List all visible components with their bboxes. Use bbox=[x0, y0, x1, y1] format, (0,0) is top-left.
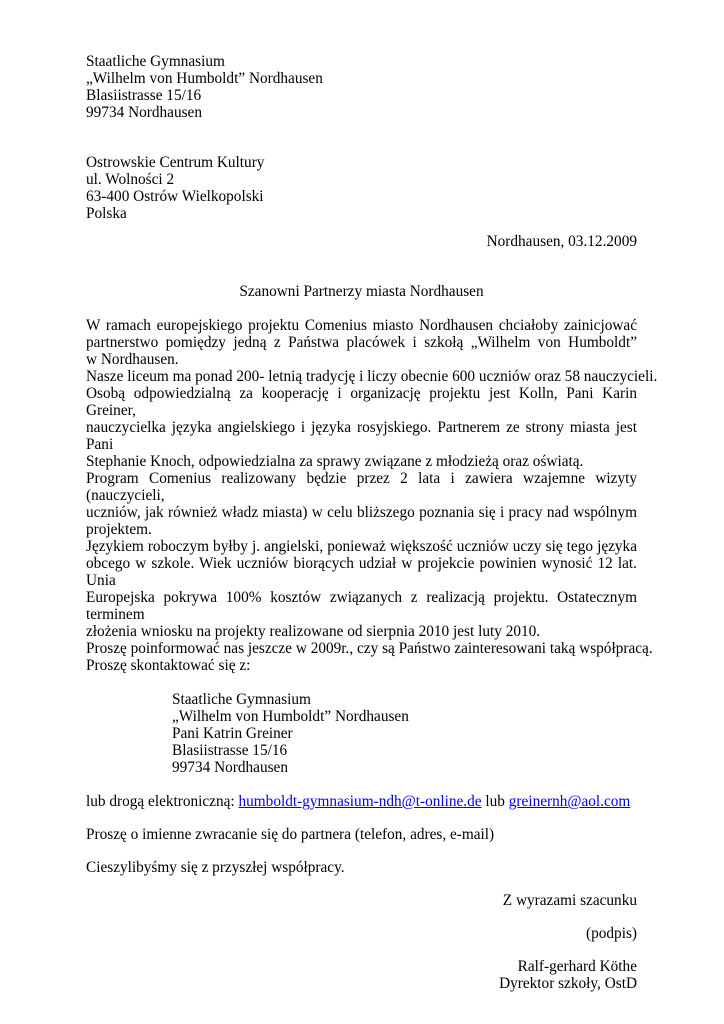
regards-line: Z wyrazami szacunku bbox=[502, 892, 637, 909]
spacer bbox=[86, 222, 637, 233]
body-line: Nasze liceum ma ponad 200- letnią tradycję i liczy obecnie 600 uczniów oraz 58 nauczycieli. bbox=[86, 368, 658, 385]
sender-line: 99734 Nordhausen bbox=[86, 104, 202, 121]
body-line: Proszę poinformować nas jeszcze w 2009r., czy są Państwo zainteresowani taką współpracą. bbox=[86, 640, 653, 657]
spacer bbox=[86, 776, 637, 793]
email-link-greiner[interactable]: greinernh@aol.com bbox=[508, 793, 631, 810]
spacer bbox=[86, 300, 637, 317]
body-line: nauczycielka języka angielskiego i języka rosyjskiego. Partnerem ze strony miasta jest Pani bbox=[86, 419, 637, 453]
sender-address bbox=[86, 53, 637, 121]
contact-line: Blasiistrasse 15/16 bbox=[172, 742, 288, 759]
spacer bbox=[86, 250, 637, 283]
email-line bbox=[86, 793, 637, 810]
body-line: obcego w szkole. Wiek uczniów biorących udział w projekcie powinien wynosić 12 lat. Unia bbox=[86, 555, 637, 589]
signer-title: Dyrektor szkoły, OstD bbox=[499, 975, 637, 992]
spacer bbox=[86, 674, 637, 691]
spacer bbox=[86, 810, 637, 826]
signature-placeholder: (podpis) bbox=[586, 925, 637, 942]
spacer bbox=[86, 909, 637, 925]
email-link-humboldt[interactable]: humboldt-gymnasium-ndh@t-online.de bbox=[238, 793, 482, 810]
body-line: Językiem roboczym byłby j. angielski, ponieważ większość uczniów uczy się tego języka bbox=[86, 538, 637, 555]
contact-line: „Wilhelm von Humboldt” Nordhausen bbox=[172, 708, 409, 725]
body-line: Osobą odpowiedzialną za kooperację i organizację projektu jest Kolln, Pani Karin Greiner, bbox=[86, 385, 637, 419]
recipient-line: Polska bbox=[86, 205, 127, 222]
body-line: W ramach europejskiego projektu Comenius miasto Nordhausen chciałoby zainicjować bbox=[86, 317, 637, 334]
recipient-line: Ostrowskie Centrum Kultury bbox=[86, 154, 265, 171]
sender-line: „Wilhelm von Humboldt” Nordhausen bbox=[86, 70, 323, 87]
contact-address bbox=[86, 691, 637, 776]
spacer bbox=[86, 876, 637, 892]
contact-line: 99734 Nordhausen bbox=[172, 759, 288, 776]
body-line: w Nordhausen. bbox=[86, 351, 179, 368]
request-line: Proszę o imienne zwracanie się do partnera (telefon, adres, e-mail) bbox=[86, 826, 495, 843]
greeting: Szanowni Partnerzy miasta Nordhausen bbox=[239, 283, 484, 300]
body-line: partnerstwo pomiędzy jedną z Państwa placówek i szkołą „Wilhelm von Humboldt” bbox=[86, 334, 637, 351]
date-line: Nordhausen, 03.12.2009 bbox=[486, 233, 637, 250]
spacer bbox=[86, 843, 637, 859]
body-line: Europejska pokrywa 100% kosztów związanych z realizacją projektu. Ostatecznym terminem bbox=[86, 589, 637, 623]
body-line: Stephanie Knoch, odpowiedzialna za sprawy związane z młodzieżą oraz oświatą. bbox=[86, 453, 584, 470]
body-line: projektem. bbox=[86, 521, 152, 538]
recipient-line: ul. Wolności 2 bbox=[86, 171, 175, 188]
signer-name: Ralf-gerhard Köthe bbox=[517, 958, 637, 975]
body-line: Program Comenius realizowany będzie przez 2 lata i zawiera wzajemne wizyty (nauczycieli, bbox=[86, 470, 637, 504]
email-middle: lub bbox=[481, 793, 509, 810]
sender-line: Blasiistrasse 15/16 bbox=[86, 87, 202, 104]
letter-page bbox=[86, 53, 658, 992]
body-line: uczniów, jak również władz miasta) w celu bliższego poznania się i pracy nad wspólnym bbox=[86, 504, 637, 521]
contact-line: Pani Katrin Greiner bbox=[172, 725, 293, 742]
spacer bbox=[86, 942, 637, 958]
spacer bbox=[86, 121, 637, 154]
recipient-address bbox=[86, 154, 637, 222]
body-line: Proszę skontaktować się z: bbox=[86, 657, 251, 674]
body-line: złożenia wniosku na projekty realizowane od sierpnia 2010 jest luty 2010. bbox=[86, 623, 541, 640]
sender-line: Staatliche Gymnasium bbox=[86, 53, 225, 70]
contact-line: Staatliche Gymnasium bbox=[172, 691, 311, 708]
email-prefix: lub drogą elektroniczną: bbox=[86, 793, 239, 810]
letter-body bbox=[86, 317, 658, 674]
recipient-line: 63-400 Ostrów Wielkopolski bbox=[86, 188, 264, 205]
closing-line: Cieszylibyśmy się z przyszłej współpracy. bbox=[86, 859, 345, 876]
